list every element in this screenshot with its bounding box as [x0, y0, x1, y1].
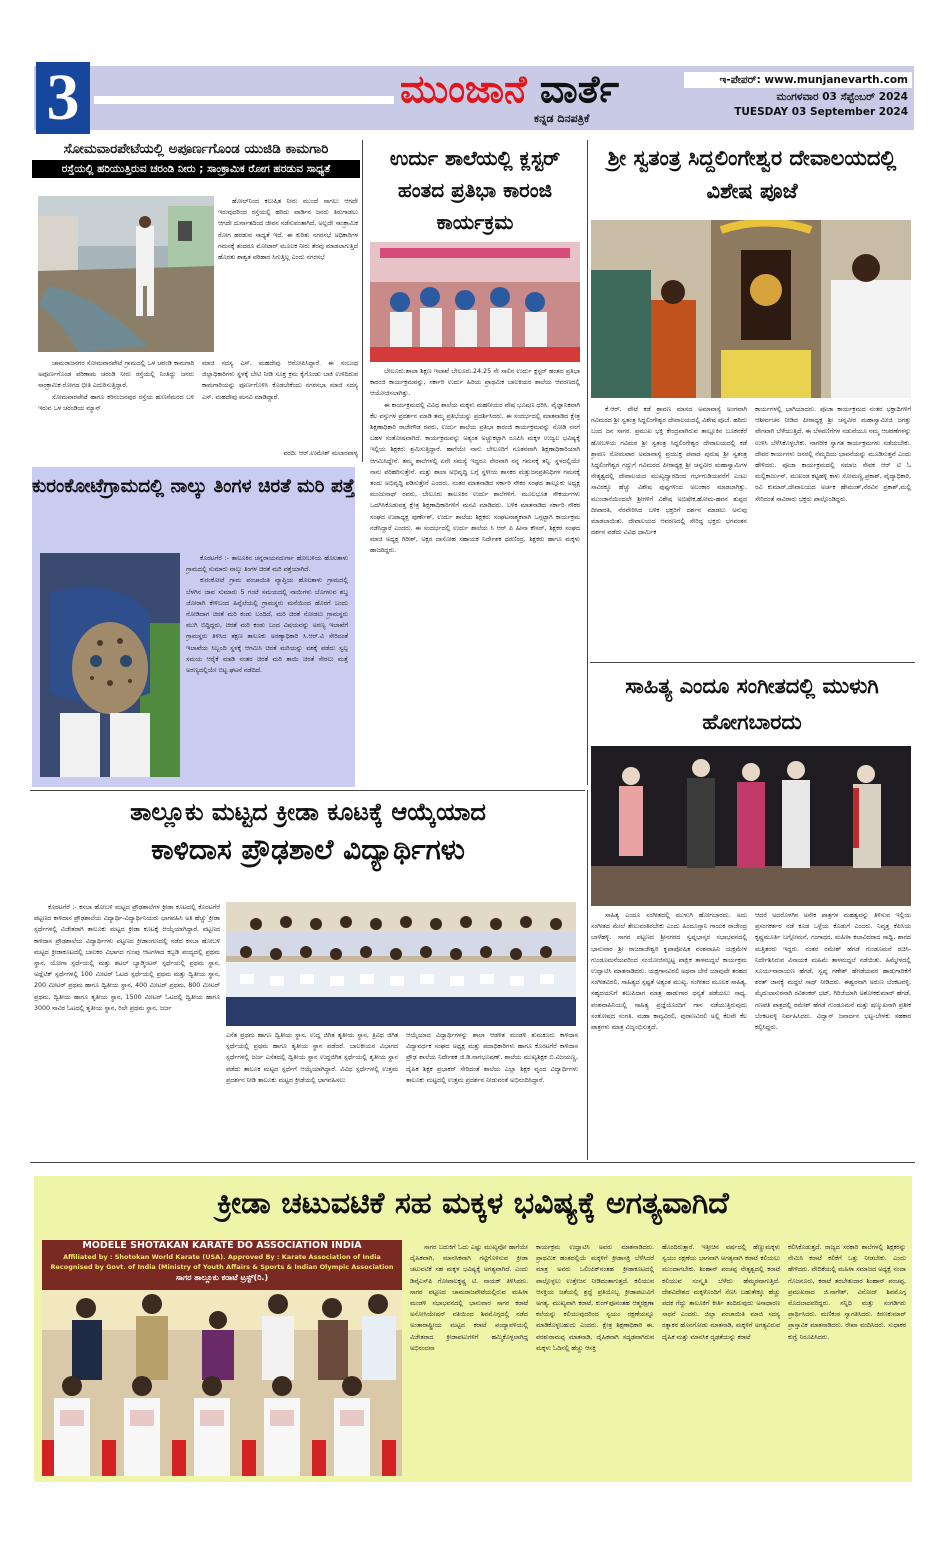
stage-photo — [591, 746, 911, 906]
masthead — [34, 62, 914, 136]
paragraph: ಹೊಂದಿರುತ್ತಾರೆ. ಇತ್ತೀಚಿನ ವರ್ಷದಲ್ಲಿ ಹೆಣ್ಣುಮಕ್ಕಳು ಸ್ವಯಂ ರಕ್ಷಣೆಯ ಭಾಗವಾಗಿ ಅಗತ್ಯವಾಗಿ ಕರಾಟೆ ಕಲಿಯಲು ಮುಂದಾಗಬೇಕು. ಶಿಂಹಾನ್ ಪಂಚಪ್ಪ ನೇತೃತ್ವದಲ್ಲಿ ಕರಾಟೆ ಕಲಿಯುವ ಸಂಸ್ಕೃತಿ ಬೆಳೆದು ಹೆಮ್ಮರವಾಗುತ್ತಿದೆ. ದೇಶವಿದೇಶದ ಮಕ್ಕಳೊಂದಿಗೆ ಸೆಣಸಿ ಬಹುತೇಕ್ಕೂ ಹೆಚ್ಚು ಪದಕ ಗೆದ್ದು ತಾಲೂಕಿಗೆ ಕೀರ್ತಿ ತಂದಿರುವುದು ಅಸಾಧಾರಣ ಸಾಧನೆ ಎಂದರು. ಜಿಲ್ಲಾ ಪಂಚಾಯಿತಿ ಮಾಜಿ ಸದಸ್ಯ ರತ್ನಾಕರ ಹೊನಗೋಡು ಮಾತನಾಡಿ, ಮಕ್ಕಳಿಗೆ ಅಗತ್ಯವಿರುವ ದೈಹಿಕ ಮತ್ತು ಮಾನಸಿಕ ದೃಢತೆಯನ್ನು ಕರಾಟೆ — [662, 1244, 780, 1341]
article-body-col1 — [410, 1242, 528, 1478]
paragraph: ಕಾರ್ಯಗಳಲ್ಲಿ ಭಾಗಿಯಾದರು. ಪೂಜಾ ಕಾರ್ಯಕ್ರಮದ ನಂತರ ಭಕ್ತಾದಿಗಳಿಗೆ ಆಶೀರ್ವಚನ ನೀಡಿದ ಪೀಠಾಧ್ಯಕ್ಷ ಶ್ರೀ ಚನ್ನವೀರ ಮಹಾಸ್ವಾಮೀಜಿ ಜಗತ್ತು ವೇಗವಾಗಿ ಬೆಳೆಯುತ್ತಿದೆ. ಈ ಬೆಳವಣಿಗೆಗಳ ನಡುವೆಯೂ ನಮ್ಮ ಆಚರಣೆಗಳನ್ನು ಉಳಿಸಿ ಬೆಳೆಸಿಕೊಳ್ಳಬೇಕು. ನಾಗರೀಕ ಸ್ವಾಗತ ಕಾರ್ಯಕ್ರಮಗಳು ನಡೆಯಬೇಕು. ದೇವರ ಕಾರ್ಯಗಳು ಜನರಲ್ಲಿ ನೆಮ್ಮದಿಯ ಭಾವನೆಯನ್ನು ಮೂಡಿಸುತ್ತವೆ ಎಂದು ಹೇಳಿದರು. ಪೂಜಾ ಕಾರ್ಯಕ್ರಮದಲ್ಲಿ ಸಮಾಜ ಸೇವಕ ಆರ್ ಟಿ ಓ ಮಲ್ಲಿಕಾರ್ಜುನ್, ಮುಖಂಡ ಕಟ್ಟಹಳ್ಳಿ ಕಾಳು ಸೋಮಣ್ಣ,ಪ್ರಕಾಶ್, ವೈದ್ಯಾಧಿಕಾರಿ, ರವಿ ಕುಮಾರ್,ದೇವಾಲಯದ ಅರ್ಚಕ ಹೇಮಂತ್,ನೆರವಿನ ಪ್ರಕಾಶ್,ಮಲ್ಲಿ ಸೇರಿದಂತೆ ಸಾವಿರಾರು ಭಕ್ತರು ಪಾಲ್ಗೊಂಡಿದ್ದರು. — [755, 406, 911, 503]
headline-line1: ತಾಲ್ಲೂಕು ಮಟ್ಟದ ಕ್ರೀಡಾ ಕೂಟಕ್ಕೆ ಆಯ್ಕೆಯಾದ — [130, 798, 486, 826]
students-pratibha-karanji-photo — [370, 242, 580, 362]
date-kannada: ಮಂಗಳವಾರ 03 ಸೆಪ್ಟೆಂಬರ್ 2024 — [776, 91, 908, 103]
paragraph: ಕುರಂಕೋಟೆ ಗ್ರಾಮ ಪಂಚಾಯಿತಿ ವ್ಯಾಪ್ತಿಯ ಹೊಲತಾಳು ಗ್ರಾಮದಲ್ಲಿ ಬೆಳಗಿನ ಜಾವ ಸುಮಾರು 5 ಗಂಟೆ ಸಮಯದಲ್ಲಿ ನಾಯಿಗಳು ಬೊಗಳುವ ಶಬ್ಧ ಜೋರಾಗಿ ಕೇಳಿಬಂದ ಹಿನ್ನೆಲೆಯಲ್ಲಿ ಗ್ರಾಮಸ್ಥರು ಮನೆಯಿಂದ ಹೊರಗೆ ಬಂದು ನೋಡಿದಾಗ ಚಿರತೆ ಮರಿ ಕಂಡು ಬಂದಿದೆ, ಮರಿ ಚಿರತೆ ನೋಡಲು ಗ್ರಾಮಸ್ಥರು ಮುಗಿ ಬಿದ್ದಿದ್ದರು, ಚಿರತೆ ಮರಿ ಕಂಡು ಬಂದ ವಿಷಯವನ್ನು ಅರಣ್ಯ ಇಲಾಖೆಗೆ ಗ್ರಾಮಸ್ಥರು ತಿಳಿಸಿದ ತಕ್ಷಣ ತಾಲೂಕು ಅರಣ್ಯಾಧಿಕಾರಿ ಸಿ.ಆರ್.ವಿ ಸೇರಿದಂತೆ ಇಲಾಖೆಯ ಸಿಬ್ಬಂದಿ ಸ್ಥಳಕ್ಕೆ ಆಗಮಿಸಿ ಚಿರತೆ ಮರಿಯನ್ನು ವಶಕ್ಕೆ ಪಡೆದು ಸ್ವಲ್ಪ ಸಮಯ ಆರೈಕೆ ಮಾಡಿ ನಂತರ ಚಿರತೆ ಮರಿ ತಾಯಿ ಚಿರತೆ ಸೇರಲು ಮತ್ತೆ ಅರಣ್ಯದಲ್ಲಿಯೇ ಬಿಟ್ಟ ಘಟನೆ ನಡೆದಿದೆ. — [186, 577, 348, 675]
paragraph: ಚಾಮರಾಜನಗರ ಸೋಮವಾರಪೇಟೆ ಗ್ರಾಮದಲ್ಲಿ ಒಳ ಚರಂಡಿ ಕಾಮಗಾರಿ ಅಪೂರ್ಣಗೊಂಡ ಪರಿಣಾಮ ಚರಂಡಿ ನೀರು ರಸ್ತೆಯಲ್ಲಿ ನಿಂತಿದ್ದು ಜನರು ಸಾಂಕ್ರಾಮಿಕ ರೋಗದ ಭೀತಿ ಎದುರಿಸುತ್ತಿದ್ದಾರೆ. — [38, 360, 194, 390]
byline: ವರದಿ: ಆರ್.ಉಮೇಶ್ ಮಲಾರಪಾಳ್ಯ — [283, 450, 358, 457]
yakshagana-stage-photo — [591, 746, 911, 906]
article-body-col2 — [536, 1242, 654, 1478]
column-divider — [587, 140, 588, 785]
headline: ಶ್ರೀ ಸ್ವತಂತ್ರ ಸಿದ್ದಲಿಂಗೇಶ್ವರ ದೇವಾಲಯದಲ್ಲಿ ವಿಶೇಷ ಪೂಜೆ — [607, 146, 897, 203]
paragraph: ಆದರೆ ಅದರೊಳಗಿನ ಅನೇಕ ಪಾತ್ರಗಳ ಮಹತ್ವವನ್ನು ತಿಳಿಸುವ ಇಲ್ಲಿಯ ಪ್ರಸಂಗಕರ್ತರ ನಡೆ ಕೂಡ ಒಳ್ಳೆಯ ಕೊಡುಗೆ ಎಂದರು. ನಿವೃತ್ತ ಕೆಪಿಸಿಯ ಕೃಷ್ಣಮೂರ್ತಿ ಬಗ್ಗೋಮನೆ, ಗಂಗಾಧರ, ಮಹಿಳಾ ಕಲಾವಿದರಾದ ಸಾಧ್ವಿ, ಶಾರದ ಮತ್ತಿತರರು ಇದ್ದರು. ನಂತರ ರಮೇಶ್ ಹೆಗಡೆ ಗುಂಡೂಮನೆ ರಚಿಸಿ-ನಿರ್ದೇಶಿಸಿರುವ ವಿನಾಯಕ ಮಹಿಮೆ ತಾಳಮದ್ದಲೆ ನಡೆಯಿತು. ಹಿಮ್ಮೇಳದಲ್ಲಿ ಸೂರ್ಯನಾರಾಯಣ ಹೆಗಡೆ, ಸ್ವಪ್ನ ಗಣೇಶ್ ಹೆಗಡೆಯವರ ಹಾಡುಗಾರಿಕೆಗೆ ಶರತ್ ಜಾನಕ್ಯೆ ಮದ್ದಲೆ ಸಾಥ್ ನೀಡಿದರು. ಈಶ್ವರನಾಗಿ ಅರುಣ ಬೆಂಕಟವಳ್ಳಿ, ಮೈದುಲಾಸುರನಾಗಿ ರವಿಶಂಕರ್ ಭಟ್, ಗಿರಿಜೆಯಾಗಿ ಅಶೋಕಕುಮಾರ್ ಹೆಗಡೆ, ಗಣಪತಿ ಪಾತ್ರದಲ್ಲಿ ರಮೇಶ್ ಹೆಗಡೆ ಗುಂಡೂಮನೆ ಮತ್ತು ಷಣ್ಮುಖನಾಗಿ ಪ್ರತೀಕ ಬೆಂಕಟವಳ್ಳಿ ನಿರ್ವಹಿಸಿದರು. ವಿದ್ವಾನ್ ಜನಾರ್ದನ ಭಟ್ಟ-ಬೇಳಕು ಸಹಕಾರ ಕಲ್ಪಿಸಿದ್ದರು. — [755, 912, 911, 1032]
article-body-col2 — [755, 404, 911, 656]
article-leopard-cub[interactable] — [32, 467, 355, 787]
paragraph: ಕೊರಟಗೆರೆ :- ತಾಲೂಕಿನ ಚನ್ನರಾಯನದುರ್ಗಾ ಹೋಬಳಿಯ ಹೊಲತಾಳು ಗ್ರಾಮದಲ್ಲಿ ಸುಮಾರು ನಾಲ್ಕು ತಿಂಗಳ ಚಿರತೆ ಮರಿ ಪತ್ತೆಯಾಗಿದೆ. — [186, 555, 348, 574]
article-body-col1 — [38, 358, 194, 458]
headline: ಸಾಹಿತ್ಯ ಎಂದೂ ಸಂಗೀತದಲ್ಲಿ ಮುಳುಗಿ ಹೋಗಬಾರದು — [625, 674, 879, 734]
banner-recognition: Recognised by Govt. of India (Ministry of Youth Affairs & Sports & Indian Olympic Association — [50, 1263, 394, 1271]
paragraph: ಸೋಮವಾರಪೇಟೆ ಹಾಗೂ ಕರಿನಂಜನಪುರ ರಸ್ತೆಯ ಹುಣಸೆಮರದ ಬಳಿ ಇರುವ ಒಳ ಚರಂಡಿಯ ಮ್ಯಾನ್ — [38, 393, 194, 412]
paragraph: ಆಯ್ಕೆಯಾದ ವಿದ್ಯಾರ್ಥಿಗಳನ್ನು ಶಾಲಾ ಆಡಳಿತ ಮಂಡಳಿ ತುಮಕೂರು ಕಾಳಿದಾಸ ವಿದ್ಯಾವರ್ಧಕ ಸಂಘದ ಅಧ್ಯಕ್ಷ ಮತ್ತು ಪದಾಧಿಕಾರಿಗಳು ಹಾಗೂ ಕೊರಟಗೆರೆ ಕಾಳಿದಾಸ ಪ್ರೌಢ ಶಾಲೆಯ ನಿರ್ದೇಶಕ ಜಿ.ಡಿ.ನಾಗಭೂಷಣ್, ಶಾಲೆಯ ಮುಖ್ಯಶಿಕ್ಷಕ ಬಿ.ವಿಜಯಣ್ಣ, ದೈಹಿಕ ಶಿಕ್ಷಕ ಪ್ರಭಾಕರ್ ಸೇರಿದಂತೆ ಶಾಲೆಯ ಎಲ್ಲಾ ಶಿಕ್ಷಕ ವೃಂದ ವಿದ್ಯಾರ್ಥಿಗಳು ತಾಲೂಕು ಮಟ್ಟದಲ್ಲಿ ಉತ್ತಮ ಪ್ರದರ್ಶನ ನೀಡುವಂತೆ ಅಭಿನಂದಿಸಿದ್ದಾರೆ. — [406, 1032, 578, 1084]
paragraph: ಸಾಹಿತ್ಯ ಎಂದೂ ಸಂಗೀತದಲ್ಲಿ ಮುಳುಗಿ ಹೋಗಬಾರದು. ಅದು ಸಂಗೀತದ ಮೇಲೆ ತೇಲುವಂತಿರಬೇಕು ಎಂದು ಹಿಂದೂಸ್ತಾನಿ ಗಾಯಕ ರಾಜೇಂದ್ರ ಬಾಳೆಹಳ್ಳಿ. ಸಾಗರ ಪಟ್ಟಣದ ಶ್ರೀನಗರದ ಸ್ವಪ್ನಭಾಸ್ಕರ ಸಭಾಭವನದಲ್ಲಿ ಭಾನುವಾರ ಶ್ರೀ ರಾಜರಾಜೇಶ್ವರಿ ಕೃಪಾಪೋಷಿತ ವಂಶವಾಹಿನಿ ಯಕ್ಷಮೇಳ ಗುಂಡೂಮನೆಯವರಿಂದ ಸಂಯೋಜಿಸಲ್ಪಟ್ಟ ಪಾಕ್ಷಿಕ ತಾಳಮದ್ದಲೆ ಕಾರ್ಯಕ್ರಮ ಉದ್ಘಾಟಿಸಿ ಮಾತನಾಡಿದರು. ಯಕ್ಷಗಾನವಿರಲಿ ಅಥವಾ ಬೇರೆ ಯಾವುದೇ ತರಹದ ಸಂಗೀತವಿರಲಿ, ಸಾಹಿತ್ಯದ ಸ್ಪಷ್ಟತೆ ಅತ್ಯಂತ ಮುಖ್ಯ. ಸಂಗೀತದ ಮೂಲಕ ಸಾಹಿತ್ಯ, ಸಹೃದಯನಿಗೆ ತಲುಪಿದಾಗ ಮಾತ್ರ ಹಾಡುಗಾರ ಧನ್ಯತೆ ಪಡೆಯಲು ಸಾಧ್ಯ. ವಂಶವಾಹಿನಿಯಲ್ಲಿ ಸಾಹಿತ್ಯ ಪ್ರಜ್ಞೆಯೊಂದಿಗೆ ಗಾನ ನಡೆಯುತ್ತಿರುವುದು ಸಂತೋಷದ ಸಂಗತಿ. ಮಹಾ ಕಾವ್ಯವಿರಲಿ, ಪುರಾಣವಿರಲಿ ಅಲ್ಲಿ ಕೆಲವೇ ಕೆಲ ಪಾತ್ರಗಳು ಮಾತ್ರ ವಿಜೃಂಭಿಸುತ್ತದೆ. — [591, 912, 747, 1032]
masthead-subtitle: ಕನ್ನಡ ದಿನಪತ್ರಿಕೆ — [534, 112, 590, 125]
masthead-rule — [94, 96, 394, 104]
article-body-col2 — [755, 910, 911, 1158]
leopard-cub-photo — [40, 553, 180, 777]
paragraph: ಸಾಗರ ಬದುಕಿಗೆ ಓದು ಎಷ್ಟು ಮುಖ್ಯವೋ ಹಾಗೆಯೇ ದೈಹಿಕವಾಗಿ, ಮಾನಸಿಕವಾಗಿ ಗಟ್ಟಿಗೊಳಿಸುವ ಕ್ರೀಡಾ ಚಟುವಟಿಕೆ ಸಹ ಮಕ್ಕಳ ಭವಿಷ್ಯಕ್ಕೆ ಅಗತ್ಯವಾಗಿದೆ. ಎಂದು ಡಿವೈಎಸ್‌ಪಿ ಗೋಪಾಲಕೃಷ್ಣ ಟಿ. ನಾಯಕ್ ತಿಳಿಸಿದರು. ಸಾಗರ ಪಟ್ಟಣದ ಚಾಮರಾಜಪೇಟೆಯಲ್ಲಿರುವ ಮಹಿಳಾ ಮಂಡಳಿ ಸಭಾಭವನದಲ್ಲಿ ಭಾನುವಾರ ಸಾಗರ ಕರಾಟೆ ಅಸೋಸಿಯೇಷನ್ ವತಿಯಿಂದ ಶಿವಮೊಗ್ಗದಲ್ಲಿ ನಡೆದ ಅಂತಾರಾಷ್ಟ್ರೀಯ ಮಟ್ಟದ ಕರಾಟೆ ಪಂದ್ಯಾವಳಿಯಲ್ಲಿ ವಿಜೇತರಾದ ಕ್ರೀಡಾಪಟುಗಳಿಗೆ ಹಮ್ಮಿಕೊಳ್ಳಲಾಗಿದ್ದ ಅಭಿನಂದನಾ — [410, 1244, 528, 1352]
headline: ಕುರಂಕೋಟೆಗ್ರಾಮದಲ್ಲಿ ನಾಲ್ಕು ತಿಂಗಳ ಚಿರತೆ ಮರಿ ಪತ್ತೆ — [32, 476, 355, 497]
karate-photo — [42, 1240, 402, 1476]
paragraph: ಈ ಕಾರ್ಯಕ್ರಮದಲ್ಲಿ ವಿವಿಧ ಶಾಲೆಯ ಮಕ್ಕಳು ಮಹನೀಯರ ವೇಷ ಭೂಷಣ ಧರಿಸಿ. ವೈಜ್ಞಾನಿಕವಾಗಿ ಕೆಲ ವಸ್ತುಗಳ ಪ್ರದರ್ಶನ ಮಾಡಿ ತಮ್ಮ ಪ್ರತಿಭೆಯನ್ನು ಪ್ರದರ್ಶಿಸಿದರು. ಈ ಸಂದರ್ಭದಲ್ಲಿ ಮಾತನಾಡಿದ ಕ್ಷೇತ್ರ ಶಿಕ್ಷಣಾಧಿಕಾರಿ ರಾಜೇಗೌಡ ರವರು, ಉರ್ದು ಶಾಲೆಯ ಪ್ರತಿಭಾ ಕಾರಂಜಿ ಕಾರ್ಯಕ್ರಮವನ್ನು ನೋಡಿ ನನಗೆ ಬಹಳ ಸಂತೋಷವಾಗಿದೆ. ಕಾರ್ಯಕ್ರಮವನ್ನು ಅತ್ಯಂತ ಅಚ್ಚುಕಟ್ಟಾಗಿ ರೂಪಿಸಿ ಮಕ್ಕಳ ಉಜ್ವಲ ಭವಿಷ್ಯಕ್ಕೆ ಇಲ್ಲಿಯ ಶಿಕ್ಷಕರು ಶ್ರಮಿಸುತ್ತಿದ್ದಾರೆ. ಹಾಗೆಯೇ ನಾನು ಬೇಲೂರಿಗೆ ನೂತನವಾಗಿ ಶಿಕ್ಷಣಾಧಿಕಾರಿಯಾಗಿ ಆಗಮಿಸಿದ್ದೇನೆ. ತಮ್ಮ ಶಾಲೆಗಳಲ್ಲಿ ಏನೇ ಸಮಸ್ಯೆ ಇದ್ದರೂ ನೇರವಾಗಿ ನನ್ನ ಗಮನಕ್ಕೆ ತನ್ನಿ. ಸ್ಥಳದಲ್ಲಿಯೇ ನಾನು ಪರಿಹರಿಸುತ್ತೇನೆ. ಮತ್ತು ಶಾಲಾ ಅಭಿವೃದ್ಧಿ ಬಗ್ಗೆ ಸ್ಥಳೀಯ ಶಾಸಕರ ಮತ್ತುಜನಪ್ರತಿನಿಧಿಗಳ ಗಮನಕ್ಕೆ ತಂದು ಅಭಿವೃದ್ಧಿ ಪಡಿಸುತ್ತೇನೆ ಎಂದರು. ನಂತರ ಮಾತನಾಡಿದ ಸರ್ಕಾರಿ ನೌಕರ ಸಂಘದ ತಾಲ್ಲೂಕು ಅಧ್ಯಕ್ಷ ಮಂಜುನಾಥ್ ರವರು, ಬೇಲೂರು ತಾಲೂಕಿನ ಉರ್ದು ಶಾಲೆಗಳಿಗೆ. ಮೂಲಭೂತ ಸೌಕರ್ಯಗಳು ಒದಗಿಸಿಕೊಡುವತ್ತ ಕ್ಷೇತ್ರ ಶಿಕ್ಷಣಾಧಿಕಾರಿಗಳಿಗೆ ಮನವಿ ಮಾಡಿದರು. ಬಳಿಕ ಮಾತನಾಡಿದ ಸರ್ಕಾರಿ ನೌಕರ ಸಂಘದ ಉಪಾಧ್ಯಕ್ಷ ಪುರ್ಣೇಶ್, ಉರ್ದು ಶಾಲೆಯ ಶಿಕ್ಷಕರು ಸಂಘಟನಾತ್ಮಕವಾಗಿ ಒಗ್ಗಟ್ಟಾಗಿ ಕಾರ್ಯಕ್ರಮ ನಡೆಸಿದ್ದಾರೆ ಎಂದರು. ಈ ಸಂದರ್ಭದಲ್ಲಿ ಉರ್ದು ಶಾಲೆಯ ಸಿ ಆರ್ ಪಿ ಹೀನಾ ಕೌಸರ್, ಶಿಕ್ಷಕರ ಸಂಘದ ಮಾಜಿ ಅಧ್ಯಕ್ಷ ಗಿರೀಶ್, ಅಕ್ಷರ ದಾಸೋಹ ಸಹಾಯಕ ನಿರ್ದೇಶಕ ಧರಣಿಂದ್ರ, ಶಿಕ್ಷಕರು ಹಾಗೂ ಮಕ್ಕಳು ಹಾಜರಿದ್ದರು. — [370, 401, 580, 555]
page-number: 3 — [36, 62, 90, 134]
article-karate[interactable] — [34, 1176, 912, 1482]
karate-association-felicitation-photo — [42, 1290, 402, 1476]
banner-affiliation: Affiliated by : Shotokan World Karate (USA). Approved By : Karate Association of India — [63, 1253, 381, 1261]
article-sahitya[interactable] — [591, 664, 913, 1160]
paragraph: ಕೆ.ಆರ್. ಪೇಟೆ ಕಡೆ ಶ್ರಾವಣ ಮಾಸದ ಅಮಾವಾಸ್ಯೆ ಅಂಗವಾಗಿ ಗವಿಮಠದ ಶ್ರೀ ಸ್ವತಂತ್ರ ಸಿದ್ದಲಿಂಗೇಶ್ವರ ದೇವಾಲಯದಲ್ಲಿ ವಿಶೇಷ ಪೂಜೆ. ಹರಿದು ಬಂದ ಜನ ಸಾಗರ. ಪ್ರಮುಖ ಭಕ್ತಿ ಕೇಂದ್ರವಾಗಿರುವ ತಾಲ್ಲೂಕಿನ ಬೂಕನಕೆರೆ ಹೋಬಳಿಯ ಗವಿಮಠ ಶ್ರೀ ಸ್ವತಂತ್ರ ಸಿದ್ದಲಿಂಗೇಶ್ವರ ದೇವಾಲಯದಲ್ಲಿ ಕಡೆ ಶ್ರಾವಣ ಸೋಮವಾರ ಅಮಾವಾಸ್ಯೆ ಪ್ರಯುಕ್ತ ಪವಾಡ ಪುರುಷ ಶ್ರೀ ಸ್ವತಂತ್ರ ಸಿದ್ದಲಿಂಗೇಶ್ವರ ಗದ್ದುಗೆ ಗವಿಮಠದ ಪೀಠಾಧ್ಯಕ್ಷ ಶ್ರೀ ಚನ್ನವೀರ ಮಹಾಸ್ವಾಮಿಗಳ ನೇತೃತ್ವದಲ್ಲಿ ದೇವಾಲಯದ ಮುಖ್ಯದ್ವಾರದಿಂದ ಗರ್ಭಗುಡಿಯವರೆಗೆ ಎಂಟು ಸಾವಿರಕ್ಕೂ ಹೆಚ್ಚು ವಿಶೇಷ ಪುಷ್ಪಗಳಿಂದ ಅಲಂಕಾರ ಮಾಡಲಾಗಿತ್ತು. ಮುಂಜಾನೆಯಿಂದಲೇ ಶ್ರೀಗಳಿಗೆ ವಿಶೇಷ ಅಭಿಷೇಕ,ಹೋಮ-ಹವನ ತುಪ್ಪದ ದೀಪಾರತಿ, ನೆರವೇರಿಸಿದ ಬಳಿಕ ಭಕ್ತರಿಗೆ ದರ್ಶನ ಮಾಡಲು ಅನುವು ಮಾಡಲಾಯಿತು. ದೇವಾಲಯದ ಆವರಣದಲ್ಲಿ ಸೇರಿದ್ದ ಭಕ್ತರು ಭಗವಂತನ ದರ್ಶನ ಪಡೆದು ವಿವಿಧ ಧಾರ್ಮಿಕ — [591, 406, 747, 537]
article-body-col2 — [226, 1030, 398, 1156]
leopard-photo — [40, 553, 180, 777]
headline: ಸೋಮವಾರಪೇಟೆಯಲ್ಲಿ ಅಪೂರ್ಣಗೊಂಡ ಯುಜಿಡಿ ಕಾಮಗಾರಿ — [63, 141, 329, 157]
article-body-col4 — [788, 1242, 906, 1478]
paragraph: ಕಾರ್ಯಕ್ರಮ ಉದ್ಘಾಟಿಸಿ ಅವರು ಮಾತನಾಡಿದರು. ಪ್ರಾಥಮಿಕ ಹಂತದಲ್ಲಿಯೆ ಮಕ್ಕಳಿಗೆ ಕ್ರೀಡಾಸಕ್ತಿ ಬೆಳೆಸಿದರೆ ಮಾತ್ರ ಅವರು ಒಲಿಂಪಿಕ್‌ನಂತಹ ಕ್ರೀಡಾಕೂಟದಲ್ಲಿ ಪಾಲ್ಗೊಳ್ಳಲು ಉತ್ತೇಜನ ನೀಡಿದಂತಾಗುತ್ತದೆ. ಕಲಿಯುವ ಆಸಕ್ತಿಯ ಜತೆಯಲ್ಲಿ ಶ್ರದ್ಧೆ ಪ್ರತಿಯೊಬ್ಬ ಕ್ರೀಡಾಪಟುವಿಗೆ ಅಗತ್ಯ. ಮುಖ್ಯವಾಗಿ ಕರಾಟೆ, ಕುಂಗ್‌ಫೂನಂತಹ ಆತ್ಮರಕ್ಷಣಾ ಕಲೆಯನ್ನು ಕಲಿಯುವುದರಿಂದ ಸ್ವಯಂ ರಕ್ಷಣೆಯನ್ನೂ ಮಾಡಿಕೊಳ್ಳಬಹುದು ಎಂದರು. ಕ್ಷೇತ್ರ ಶಿಕ್ಷಣಾಧಿಕಾರಿ ಈ. ಪರಶುರಾಮಪ್ಪ ಮಾತನಾಡಿ, ದೈಹಿಕವಾಗಿ ಸದೃಢವಾಗಿರುವ ಮಕ್ಕಳು ಓದಿನಲ್ಲಿ ಹೆಚ್ಚು ಆಸಕ್ತಿ — [536, 1244, 654, 1352]
paragraph: ಕೊರಟಗೆರೆ ;- ಕಸಬಾ ಹೋಬಳಿ ಮಟ್ಟದ ಪ್ರೌಢಶಾಲೆಗಳ ಕ್ರೀಡಾ ಕೂಟದಲ್ಲಿ ಕೊರಟಗೆರೆ ಪಟ್ಟಣದ ಕಾಳಿದಾಸ ಪ್ರೌಢಶಾಲೆಯ ವಿದ್ಯಾರ್ಥಿ-ವಿದ್ಯಾರ್ಥಿನಿಯರು ಭಾಗವಹಿಸಿ ಅತಿ ಹೆಚ್ಚು ಕ್ರೀಡಾ ಸ್ಪರ್ಧೆಗಳಲ್ಲಿ ವಿಜೇತರಾಗಿ ತಾಲೂಕು ಮಟ್ಟದ ಕ್ರೀಡಾ ಕೂಟಕ್ಕೆ ಆಯ್ಕೆಯಾಗಿದ್ದಾರೆ. ಪಟ್ಟಣದ ಕಾಳಿದಾಸ ಪ್ರೌಢಶಾಲೆಯ ವಿದ್ಯಾರ್ಥಿಗಳು ಪಟ್ಟಣದ ಕ್ರೀಡಾಂಗಣದಲ್ಲಿ ನಡೆದ ಕಸಬಾ ಹೋಬಳಿ ಮಟ್ಟದ ಕ್ರೀಡಾಕೂಟದಲ್ಲಿ ಬಾಲಕರ ವಿಭಾಗದ ಗುಂಪು ಆಟಗಳಾದ ಕಬ್ಬಡಿ ಪಂದ್ಯದಲ್ಲಿ ಪ್ರಥಮ ಸ್ಥಾನ, ಯೋಗಾ ಸ್ಪರ್ಧೆಯಲ್ಲಿ ಮತ್ತು ಶಟಲ್ ಬ್ಯಾಡ್ಮಿಂಟನ್ ಸ್ಪರ್ಧೆಯಲ್ಲಿ ಪ್ರಥಮ ಸ್ಥಾನ, ಅಥ್ಲೆಟಿಕ್ ಸ್ಪರ್ಧೆಗಳಲ್ಲಿ 100 ಮೀಟರ್ ಓಟದ ಸ್ಪರ್ಧೆಯಲ್ಲಿ ಪ್ರಥಮ ಮತ್ತು ದ್ವಿತೀಯ ಸ್ಥಾನ, 200 ಮೀಟರ್ ಪ್ರಥಮ ಹಾಗೂ ದ್ವಿತೀಯ ಸ್ಥಾನ, 400 ಮೀಟರ್ ಪ್ರಥಮ, 800 ಮೀಟರ್ ಪ್ರಥಮ, ದ್ವಿತೀಯ ಹಾಗೂ ತೃತೀಯ ಸ್ಥಾನ, 1500 ಮೀಟರ್ ಓಟದಲ್ಲಿ ದ್ವಿತೀಯ ಹಾಗೂ 3000 ಸಾವಿರ ಓಟದಲ್ಲಿ ತೃತೀಯ ಸ್ಥಾನ, ರಿಲೇ ಪ್ರಥಮ ಸ್ಥಾನ, ಜರ್ಜ — [34, 904, 220, 1012]
students-with-certificates-photo — [226, 902, 576, 1026]
epaper-website-link[interactable]: ಇ-ಪೇಪರ್: www.munjanevarth.com — [684, 72, 912, 88]
newspaper-logo[interactable] — [400, 66, 619, 112]
section-divider — [30, 790, 585, 791]
subheadline: ರಸ್ತೆಯಲ್ಲಿ ಹರಿಯುತ್ತಿರುವ ಚರಂಡಿ ನೀರು ; ಸಾಂಕ್ರಾಮಿಕ ರೋಗ ಹರಡುವ ಸಾಧ್ಯತೆ — [32, 160, 360, 178]
temple-puja-photo — [591, 220, 911, 398]
section-divider — [590, 662, 915, 663]
column-divider — [587, 790, 588, 1160]
article-body-col1 — [34, 902, 220, 1158]
paragraph: ಬೇಲೂರು:ಶಾಲಾ ಶಿಕ್ಷಣ ಇಲಾಖೆ ಬೇಲೂರು.24.25 ನೇ ಸಾಲಿನ ಉರ್ದು ಕ್ಲಸ್ಟರ್ ಹಂತದ ಪ್ರತಿಭಾ ಕಾರಂಜಿ ಕಾರ್ಯಕ್ರಮವನ್ನು, ಸರ್ಕಾರಿ ಉರ್ದು ಹಿರಿಯ ಪ್ರಾಥಮಿಕ ಬಾಲಕಿಯರ ಶಾಲೆಯ ಆವರಣದಲ್ಲಿ ಆಯೋಜಿಸಲಾಗಿತ್ತು. — [370, 368, 580, 398]
article-body-side — [218, 196, 358, 356]
paragraph: ಹೋಲ್‌ನಿಂದ ಕಲುಷಿತ ನೀರು ಮುಂದೆ ಸಾಗಲು ಆಗದೇ ಇರುವುದರಿಂದ ರಸ್ತೆಯಲ್ಲಿ ಹರಿದು ವಾರ್ಡಿನ ಜನರು ತಿರುಗಾಡಲು ಆಗದೇ ದುರ್ನಾತದಿಂದ ಜೀವನ ನಡೆಸುವಂತಾಗಿದೆ, ಅಲ್ಲದೇ ಸಾಂಕ್ರಾಮಿಕ ರೋಗ ಹರಡುವ ಸಾಧ್ಯತೆ ಇದೆ. ಈ ಕುರಿತು ನಗರಸಭೆ ಅಧಿಕಾರಿಗಳ ಗಮನಕ್ಕೆ ತಂದರೂ ಮೋಟಾರ್ ಮೂಲಕ ನೀರು ತೆರವು ಮಾಡಲಾಗುತ್ತಿದೆ ಹೊರತು ಶಾಶ್ವತ ಪರಿಹಾರ ಸಿಗುತ್ತಿಲ್ಲ ಎಂದು ನಗರಸಭೆ — [218, 198, 358, 262]
article-body-col3 — [406, 1030, 578, 1156]
logo-part1: ಮುಂಜಾನೆ — [400, 67, 527, 111]
headline: ಕ್ರೀಡಾ ಚಟುವಟಿಕೆ ಸಹ ಮಕ್ಕಳ ಭವಿಷ್ಯಕ್ಕೆ ಅಗತ್ಯವಾಗಿದೆ — [217, 1186, 729, 1221]
headline-line2: ಕಾಳಿದಾಸ ಪ್ರೌಢಶಾಲೆ ವಿದ್ಯಾರ್ಥಿಗಳು — [151, 833, 465, 866]
paragraph: ಮಾಜಿ ಸದಸ್ಯ ಎಸ್. ಮಹದೇವು ಆರೋಪಿಸಿದ್ದಾರೆ. ಈ ಸಂಬಂಧ ಜಿಲ್ಲಾಧಿಕಾರಿಗಳು ಸ್ಥಳಕ್ಕೆ ಬೇಟಿ ನೀಡಿ ಸೂಕ್ತ ಕ್ರಮ ಕೈಗೊಂಡು ಬಾಕಿ ಉಳಿದಿರುವ ಕಾಮಗಾರಿಯನ್ನು ಪೂರ್ಣಗೊಳಿಸಿ ಕೊಡಬೇಕೆಂದು ನಗರಸಭಾ ಮಾಜಿ ಸದಸ್ಯ ಎಸ್. ಮಹದೇವು ಮನವಿ ಮಾಡಿದ್ದಾರೆ. — [202, 360, 358, 401]
drain-water-on-road-photo — [38, 196, 214, 352]
date-english: TUESDAY 03 September 2024 — [734, 106, 908, 118]
article-sports-kalidasa[interactable] — [32, 794, 584, 1160]
banner-title: MODELE SHOTAKAN KARATE DO ASSOCIATION INDIA — [82, 1240, 362, 1251]
article-body-col1 — [591, 910, 747, 1158]
article-body — [370, 366, 580, 781]
students-group-photo — [226, 902, 576, 1026]
column-divider — [362, 140, 363, 462]
article-urdu-school[interactable] — [366, 140, 584, 785]
paragraph: ಎಸೆತ ಪ್ರಥಮ ಹಾಗೂ ದ್ವಿತೀಯ ಸ್ಥಾನ, ಉದ್ದ ಜಿಗಿತ ತೃತೀಯ ಸ್ಥಾನ, ತ್ರಿವಿಧ ಜಿಗಿತ ಸ್ಪರ್ಧೆಯಲ್ಲಿ ಪ್ರಥಮ ಹಾಗೂ ತೃತೀಯ ಸ್ಥಾನ ಪಡೆದರೆ. ಬಾಲಕೀಯರ ವಿಭಾಗದ ಸ್ಪರ್ಧೆಗಳಲ್ಲಿ ಜರ್ಜ ಎಸೆತದಲ್ಲಿ ದ್ವಿತೀಯ ಸ್ಥಾನ ಉದ್ದಜಿಗಿತ ಸ್ಪರ್ಧೆಯಲ್ಲಿ ತೃತೀಯ ಸ್ಥಾನ ಪಡೆದು ತಾಲೂಕ ಮಟ್ಟದ ಸ್ಪರ್ಧೆಗೆ ಆಯ್ಕೆಯಾಗಿದ್ದಾರೆ. ವಿವಿಧ ಸ್ಪರ್ಧೆಗಳಲ್ಲಿ ಉತ್ತಮ ಪ್ರದರ್ಶನ ನೀಡಿ ತಾಲೂಕು ಮಟ್ಟದ ಕ್ರೀಡೆಯಲ್ಲಿ ಭಾಗವಹಿಸಲು — [226, 1032, 398, 1084]
article-siddalingeshwara[interactable] — [591, 140, 913, 660]
article-body-col2 — [202, 358, 358, 448]
karate-banner — [42, 1240, 402, 1290]
banner-kannada: ಸಾಗರ ತಾಲ್ಲೂಕು ಕರಾಟೆ ಟ್ರಸ್ಟ್(ರಿ.) — [175, 1273, 269, 1282]
article-body — [186, 553, 348, 781]
drain-photo — [38, 196, 214, 352]
students-photo — [370, 242, 580, 362]
headline: ಉರ್ದು ಶಾಲೆಯಲ್ಲಿ ಕ್ಲಸ್ಟರ್ ಹಂತದ ಪ್ರತಿಭಾ ಕಾರಂಜಿ ಕಾರ್ಯಕ್ರಮ — [389, 146, 561, 234]
logo-part2: ವಾರ್ತೆ — [539, 67, 620, 111]
article-body-col3 — [662, 1242, 780, 1478]
article-body-col1 — [591, 404, 747, 656]
paragraph: ಕಲಿಸಿಕೊಡುತ್ತದೆ. ರಾಜ್ಯದ ಸರಕಾರಿ ಶಾಲೆಗಳಲ್ಲಿ ಶಿಕ್ಷಕರನ್ನು ನೇಮಿಸಿ ಕರಾಟೆ ಕಲಿಕೆಗೆ ಒತ್ತು ನೀಡಬೇಕು. ಎಂದು ಹೇಳಿದರು. ವೇದಿಕೆಯಲ್ಲಿ ಮಹಿಳಾ ಸಮಾಜದ ಅಧ್ಯಕ್ಷೆ ನಂದಾ ಗೊಜನೂರು, ಕರಾಟೆ ತರಬೇತುದಾರ ಶಿಂಹಾನ್ ಪಂಚಪ್ಪ, ಪ್ರಮುಖರಾದ ಜಿ.ನಾಗೇಶ್, ವಿನೋದ್ ಶಿವಮೊಗ್ಗ ಮೊದಲಾದವರಿದ್ದರು. ಸನ್ನಿಧಿ ಮತ್ತು ಸಂಗಡಿಗರು ಪ್ರಾರ್ಥಿಸಿದರು. ಮಣಿಕಂಠ ಸ್ವಾಗತಿಸಿದರು. ಕಿರಣಕುಮಾರ್ ಪ್ರಾಸ್ತಾವಿಕ ಮಾತನಾಡಿದರು. ರೇಖಾ ವಂದಿಸಿದರು. ಸುಧಾಕರ ಕುಗ್ವೆ ನಿರೂಪಿಸಿದರು. — [788, 1244, 906, 1341]
section-divider — [30, 1162, 915, 1163]
article-somwarpet[interactable] — [32, 140, 360, 462]
temple-photo — [591, 220, 911, 398]
